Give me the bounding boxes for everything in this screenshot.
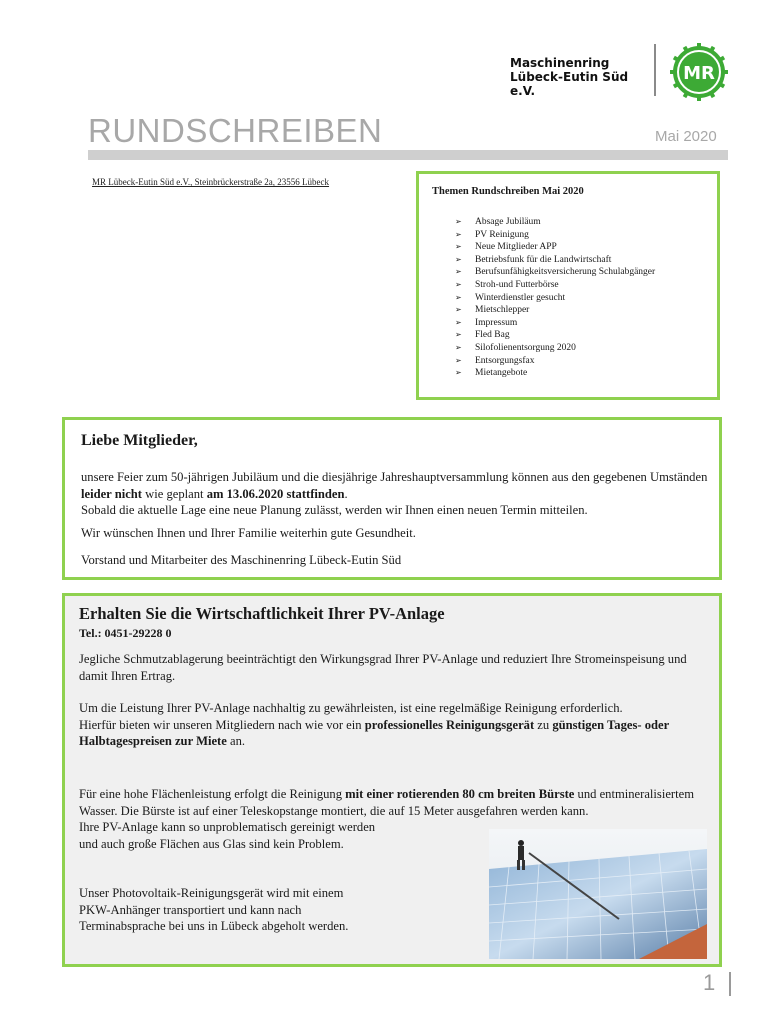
arrow-bullet-icon: ➢ bbox=[455, 267, 462, 277]
page-title: RUNDSCHREIBEN bbox=[88, 112, 383, 149]
contents-item bbox=[455, 304, 655, 317]
pv-paragraph-3: Für eine hohe Flächenleistung erfolgt die Reinigung mit einer rotierenden 80 cm breiten Bürste und entmineralisiertem Wasser. Die Bürste ist auf einer Teleskopstange montiert, die auf 15 Meter ausgefahren werden kann. Ihre PV-Anlage kann so unproblematisch gereinigt werden und auch große Flächen aus Glas sind kein Problem. bbox=[79, 787, 694, 851]
arrow-bullet-icon: ➢ bbox=[455, 330, 462, 340]
contents-item-label: Betriebsfunk für die Landwirtschaft bbox=[475, 254, 612, 265]
contents-item-label: Neue Mitglieder APP bbox=[475, 242, 557, 253]
pv-paragraph-4: Unser Photovoltaik-Reinigungsgerät wird mit einem PKW-Anhänger transportiert und kann nach Terminabsprache bei uns in Lübeck abgeholt werden. bbox=[79, 886, 349, 933]
letter-box bbox=[62, 417, 722, 580]
title-divider-bar bbox=[88, 150, 728, 160]
contents-title: Themen Rundschreiben Mai 2020 bbox=[432, 186, 584, 197]
contents-item-label: Entsorgungsfax bbox=[475, 355, 535, 366]
organization-name: Maschinenring Lübeck-Eutin Süd e.V. bbox=[510, 56, 629, 98]
solar-panel-cleaning-photo bbox=[489, 829, 707, 959]
contents-item-label: Mietschlepper bbox=[475, 305, 530, 316]
contents-item-label: Fled Bag bbox=[475, 330, 510, 341]
contents-item-label: PV Reinigung bbox=[475, 229, 529, 240]
contents-item-label: Silofolienentsorgung 2020 bbox=[475, 342, 576, 353]
contents-item-label: Stroh-und Futterbörse bbox=[475, 279, 559, 290]
arrow-bullet-icon: ➢ bbox=[455, 355, 462, 365]
contents-item bbox=[455, 266, 655, 279]
contents-item bbox=[455, 329, 655, 342]
logo-divider bbox=[654, 44, 656, 96]
maschinenring-logo bbox=[669, 42, 729, 102]
contents-item bbox=[455, 355, 655, 368]
arrow-bullet-icon: ➢ bbox=[455, 317, 462, 327]
arrow-bullet-icon: ➢ bbox=[455, 342, 462, 352]
pv-phone: Tel.: 0451-29228 0 bbox=[79, 626, 172, 640]
arrow-bullet-icon: ➢ bbox=[455, 305, 462, 315]
letter-greeting: Liebe Mitglieder, bbox=[81, 432, 198, 449]
contents-item-label: Winterdienstler gesucht bbox=[475, 292, 566, 303]
contents-item-label: Mietangebote bbox=[475, 368, 528, 379]
arrow-bullet-icon: ➢ bbox=[455, 217, 462, 226]
svg-text:MR: MR bbox=[683, 63, 715, 84]
page-number: 1 bbox=[703, 970, 716, 995]
arrow-bullet-icon: ➢ bbox=[455, 368, 462, 378]
contents-item bbox=[455, 279, 655, 292]
letter-paragraph-2: Wir wünschen Ihnen und Ihrer Familie weiterhin gute Gesundheit. bbox=[81, 526, 416, 540]
contents-item bbox=[455, 254, 655, 267]
letter-signature: Vorstand und Mitarbeiter des Maschinenring Lübeck-Eutin Süd bbox=[81, 553, 402, 567]
contents-item-label: Berufsunfähigkeitsversicherung Schulabgänger bbox=[475, 267, 656, 278]
arrow-bullet-icon: ➢ bbox=[455, 279, 462, 289]
letter-paragraph-1: unsere Feier zum 50-jährigen Jubiläum und die diesjährige Jahreshauptversammlung können aus den gegebenen Umständen leider nicht wie geplant am 13.06.2020 stattfinden. Sobald die aktuelle Lage eine neue Planung zulässt, werden wir Ihnen einen neuen Termin mitteilen. bbox=[81, 470, 708, 517]
arrow-bullet-icon: ➢ bbox=[455, 229, 462, 239]
contents-item-label: Impressum bbox=[475, 317, 518, 328]
contents-item bbox=[455, 292, 655, 305]
contents-item bbox=[455, 216, 655, 229]
pv-cleaning-box bbox=[62, 593, 722, 967]
contents-item bbox=[455, 241, 655, 254]
arrow-bullet-icon: ➢ bbox=[455, 292, 462, 302]
contents-item bbox=[455, 317, 655, 330]
pv-paragraph-1: Jegliche Schmutzablagerung beeinträchtigt den Wirkungsgrad Ihrer PV-Anlage und reduziert Ihre Stromeinspeisung und damit Ihren Ertrag. bbox=[79, 652, 687, 683]
arrow-bullet-icon: ➢ bbox=[455, 254, 462, 264]
sender-address: MR Lübeck-Eutin Süd e.V., Steinbrückerstraße 2a, 23556 Lübeck bbox=[92, 177, 330, 187]
arrow-bullet-icon: ➢ bbox=[455, 242, 462, 252]
contents-list bbox=[455, 216, 655, 380]
contents-item-label: Absage Jubiläum bbox=[475, 217, 541, 227]
page-number-bar bbox=[729, 972, 731, 996]
contents-item bbox=[455, 229, 655, 242]
contents-box bbox=[416, 171, 720, 400]
issue-date: Mai 2020 bbox=[655, 128, 717, 145]
pv-title: Erhalten Sie die Wirtschaftlichkeit Ihrer PV-Anlage bbox=[79, 604, 445, 623]
pv-paragraph-2: Um die Leistung Ihrer PV-Anlage nachhaltig zu gewährleisten, ist eine regelmäßige Reinigung erforderlich. Hierfür bieten wir unseren Mitgliedern nach wie vor ein professionelles Reinigungsgerät zu günstigen Tages- oder Halbtagespreisen zur Miete an. bbox=[79, 701, 669, 748]
contents-item bbox=[455, 367, 655, 380]
contents-item bbox=[455, 342, 655, 355]
